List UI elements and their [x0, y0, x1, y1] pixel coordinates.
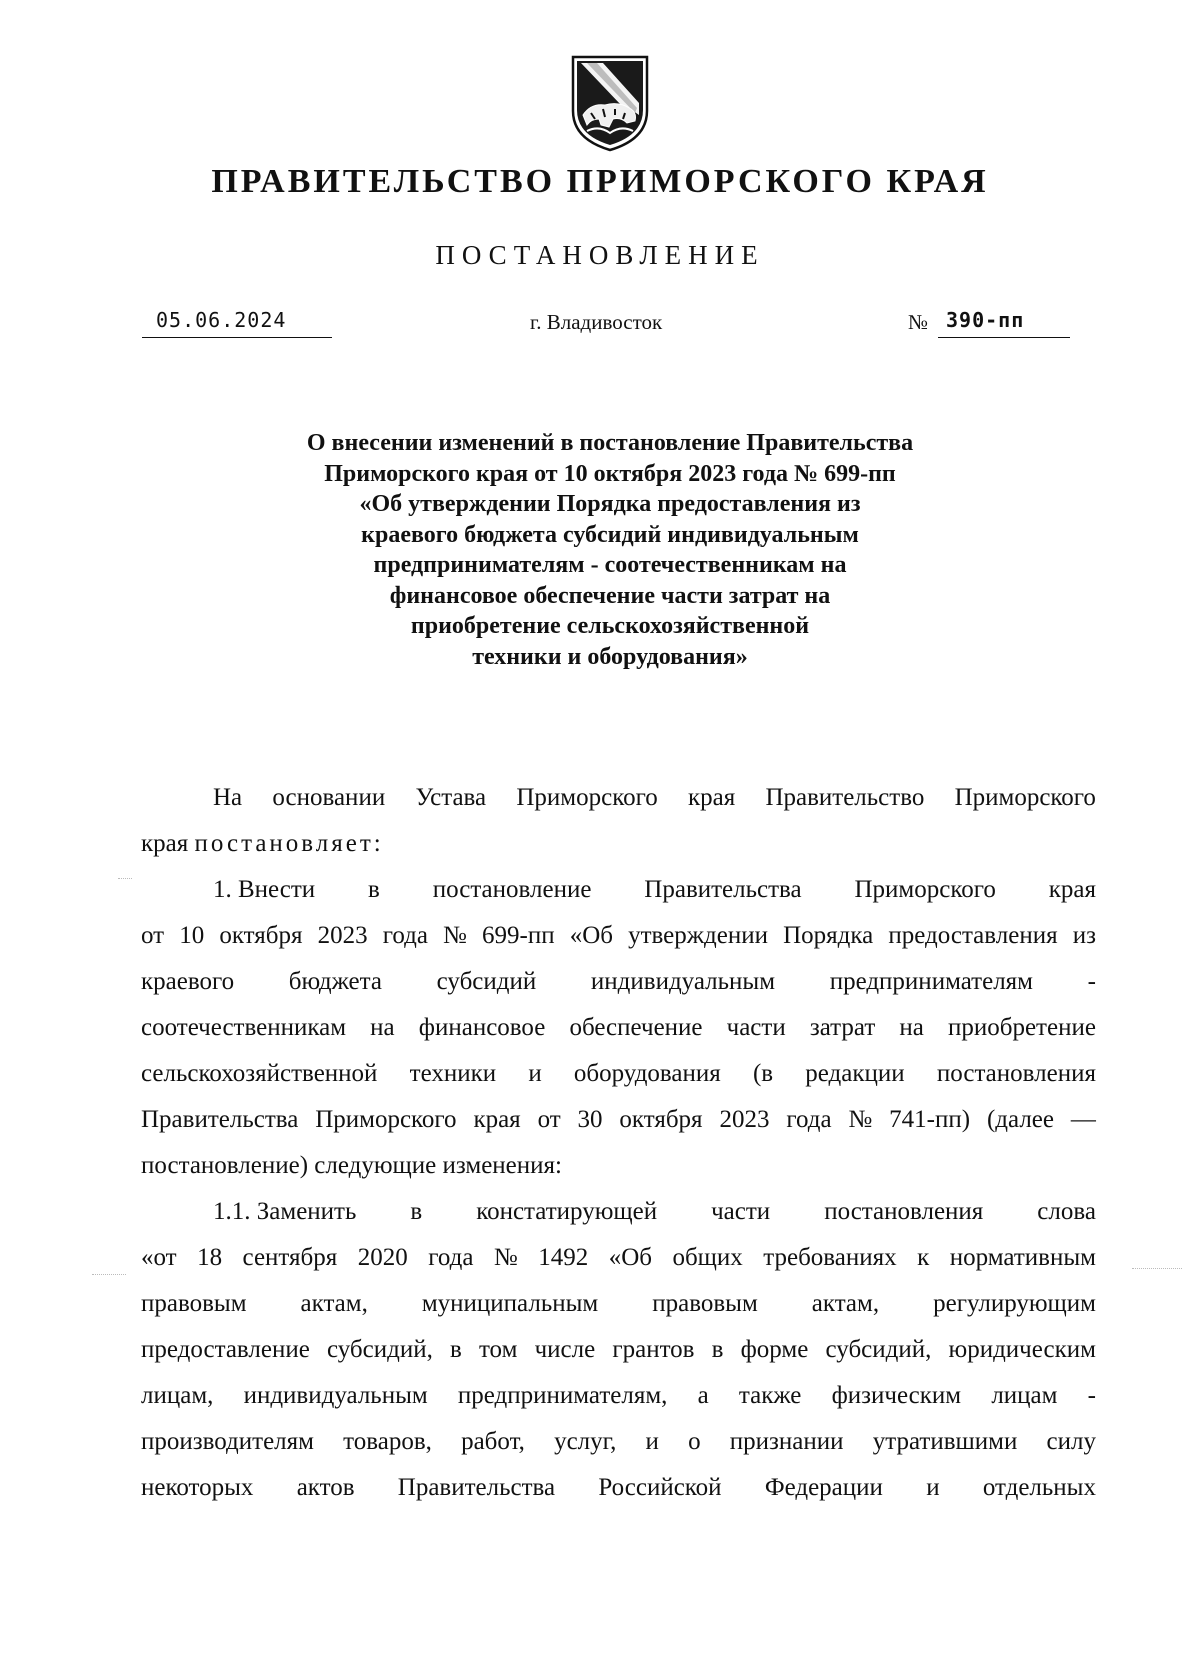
subject-line: предпринимателям - соотечественникам на: [373, 552, 847, 578]
document-subject: [220, 428, 1000, 672]
body-word: бюджета: [288, 968, 382, 995]
body-line: [141, 959, 1096, 1005]
body-word: части: [726, 1014, 786, 1041]
body-word: актов: [296, 1474, 355, 1501]
body-word: №: [848, 1106, 873, 1133]
subject-line: финансовое обеспечение части затрат на: [389, 582, 831, 609]
body-word: том: [478, 1336, 518, 1363]
body-word: постановления: [824, 1198, 984, 1225]
body-word: части: [711, 1198, 771, 1225]
body-word: (в: [752, 1060, 774, 1087]
subject-line: Приморского края от 10 октября 2023 года № 699-пп: [324, 460, 896, 487]
subject-line: О внесении изменений в постановление Правительства: [306, 430, 914, 456]
body-word: в: [711, 1336, 724, 1363]
body-word: муниципальным: [421, 1290, 599, 1317]
body-word: сентября: [242, 1244, 338, 1271]
body-word: лицам,: [141, 1382, 214, 1409]
body-word: Правительство: [765, 784, 925, 811]
body-word: затрат: [809, 1014, 876, 1041]
body-word: 699-пп: [482, 922, 555, 949]
body-word: утверждении: [628, 922, 768, 949]
body-word: 2023: [719, 1106, 770, 1133]
body-word: Федерации: [764, 1474, 883, 1501]
body-word: Устава: [415, 784, 487, 811]
body-word: в: [368, 876, 380, 903]
scan-mark: [118, 878, 132, 879]
body-word: субсидий: [436, 968, 537, 995]
body-word: силу: [1046, 1428, 1096, 1455]
body-word: констатирующей: [476, 1198, 658, 1225]
coat-of-arms-emblem: [569, 53, 651, 153]
scan-mark: [92, 1274, 126, 1275]
body-word: от: [537, 1106, 561, 1133]
body-word: слова: [1037, 1198, 1096, 1225]
body-word: года: [786, 1106, 832, 1133]
document-date: 05.06.2024: [156, 308, 287, 332]
body-word: 10: [179, 922, 205, 949]
body-word: индивидуальным: [243, 1382, 428, 1409]
document-body: [141, 775, 1096, 1511]
body-word: предпринимателям: [829, 968, 1033, 995]
body-word: года: [382, 922, 428, 949]
body-word: Российской: [598, 1474, 722, 1501]
body-word: регулирующим: [933, 1290, 1096, 1317]
body-line-text: края: [141, 830, 189, 857]
body-word: сельскохозяйственной: [141, 1060, 378, 1087]
document-number-underline: [938, 307, 1070, 338]
body-line: [141, 1189, 1096, 1235]
body-word: постановление: [432, 876, 592, 903]
subject-line: приобретение сельскохозяйственной: [410, 613, 810, 639]
body-line: [141, 1465, 1096, 1511]
body-word: постановления: [936, 1060, 1096, 1087]
body-word: соотечественникам: [141, 1014, 347, 1041]
body-word: актам,: [811, 1290, 880, 1317]
body-word: «Об: [569, 922, 613, 949]
document-number: 390-пп: [946, 308, 1025, 332]
resolves-word: постановляет:: [194, 830, 384, 857]
body-word: 30: [577, 1106, 603, 1133]
subject-line: «Об утверждении Порядка предоставления из: [359, 491, 861, 517]
body-word: услуг,: [554, 1428, 617, 1455]
body-line: [141, 1419, 1096, 1465]
body-word: оборудования: [573, 1060, 721, 1087]
body-word: приобретение: [947, 1014, 1096, 1041]
body-word: также: [738, 1382, 802, 1409]
body-word: общих: [672, 1244, 743, 1271]
body-word: края: [687, 784, 736, 811]
body-word: работ,: [461, 1428, 525, 1455]
body-word: о: [688, 1428, 701, 1455]
body-word: основании: [272, 784, 386, 811]
body-word: -: [1087, 1382, 1096, 1409]
body-word: числе: [534, 1336, 596, 1363]
body-word: года: [428, 1244, 474, 1271]
body-word: предпринимателям,: [457, 1382, 668, 1409]
body-word: октября: [619, 1106, 703, 1133]
body-word: товаров,: [343, 1428, 432, 1455]
body-word: из: [1072, 922, 1096, 949]
body-word: Приморского: [315, 1106, 457, 1133]
body-word: (далее: [986, 1106, 1054, 1133]
body-word: №: [443, 922, 467, 949]
body-line: [141, 1373, 1096, 1419]
body-word: октября: [219, 922, 303, 949]
body-word: правовым: [141, 1290, 247, 1317]
body-word: -: [1087, 968, 1096, 995]
body-word: 18: [197, 1244, 223, 1271]
body-word: предоставления: [888, 922, 1058, 949]
body-word: требованиях: [763, 1244, 897, 1271]
body-word: и: [528, 1060, 542, 1087]
body-word: краевого: [141, 968, 235, 995]
body-word: 2023: [317, 922, 368, 949]
body-word: Приморского: [854, 876, 996, 903]
body-line: [141, 821, 1096, 867]
body-word: «Об: [608, 1244, 652, 1271]
body-line: [141, 867, 1096, 913]
body-word: физическим: [831, 1382, 962, 1409]
body-word: Порядка: [783, 922, 874, 949]
body-word: 2020: [357, 1244, 408, 1271]
body-word: субсидий,: [825, 1336, 932, 1363]
body-word: грантов: [612, 1336, 695, 1363]
body-word: На: [213, 784, 243, 811]
body-word: Правительства: [141, 1106, 299, 1133]
body-word: форме: [740, 1336, 809, 1363]
body-word: и: [926, 1474, 940, 1501]
body-word: обеспечение: [569, 1014, 703, 1041]
body-word: края: [1048, 876, 1096, 903]
body-word: индивидуальным: [590, 968, 776, 995]
scan-mark: [1132, 1268, 1182, 1269]
document-type-title: ПОСТАНОВЛЕНИЕ: [435, 240, 765, 270]
body-word: 741-пп): [889, 1106, 971, 1133]
body-word: к: [917, 1244, 930, 1271]
subject-line: краевого бюджета субсидий индивидуальным: [361, 521, 859, 548]
body-word: лицам: [991, 1382, 1058, 1409]
body-word: признании: [729, 1428, 844, 1455]
subject-line: техники и оборудования»: [472, 643, 748, 670]
body-word: и: [645, 1428, 659, 1455]
body-word: нормативным: [949, 1244, 1096, 1271]
body-line: [141, 1051, 1096, 1097]
body-word: правовым: [652, 1290, 758, 1317]
body-word: техники: [409, 1060, 497, 1087]
document-city: г. Владивосток: [530, 310, 663, 334]
body-word: предоставление: [141, 1336, 310, 1363]
body-word: 1492: [538, 1244, 589, 1271]
body-word: от: [141, 922, 165, 949]
government-title: ПРАВИТЕЛЬСТВО ПРИМОРСКОГО КРАЯ: [211, 163, 989, 200]
body-word: Приморского: [516, 784, 658, 811]
body-line: [141, 1281, 1096, 1327]
body-word: юридическим: [948, 1336, 1096, 1363]
body-word: на: [899, 1014, 924, 1041]
body-word: №: [493, 1244, 518, 1271]
body-line: [141, 1235, 1096, 1281]
body-word: производителям: [141, 1428, 314, 1455]
body-line: [141, 1327, 1096, 1373]
body-line: [141, 913, 1096, 959]
body-word: Приморского: [954, 784, 1096, 811]
body-word: на: [370, 1014, 395, 1041]
body-word: Правительства: [644, 876, 802, 903]
body-word: 1.1. Заменить: [213, 1198, 357, 1225]
document-date-field: [142, 307, 332, 338]
body-word: края: [473, 1106, 521, 1133]
body-line: [141, 1005, 1096, 1051]
body-word: отдельных: [982, 1474, 1096, 1501]
body-word: некоторых: [141, 1474, 254, 1501]
body-word: в: [410, 1198, 423, 1225]
body-word: финансовое: [418, 1014, 546, 1041]
body-word: субсидий,: [326, 1336, 433, 1363]
body-line: [141, 1097, 1096, 1143]
body-line: [141, 775, 1096, 821]
body-line: постановление) следующие изменения:: [141, 1152, 562, 1179]
body-word: —: [1070, 1106, 1096, 1133]
body-word: утратившими: [872, 1428, 1018, 1455]
body-word: а: [697, 1382, 709, 1409]
body-word: Правительства: [397, 1474, 556, 1501]
body-word: «от: [141, 1244, 177, 1271]
body-word: в: [449, 1336, 462, 1363]
body-word: редакции: [805, 1060, 905, 1087]
body-word: 1. Внести: [213, 876, 316, 903]
number-sign: №: [908, 310, 929, 334]
body-word: актам,: [300, 1290, 368, 1317]
